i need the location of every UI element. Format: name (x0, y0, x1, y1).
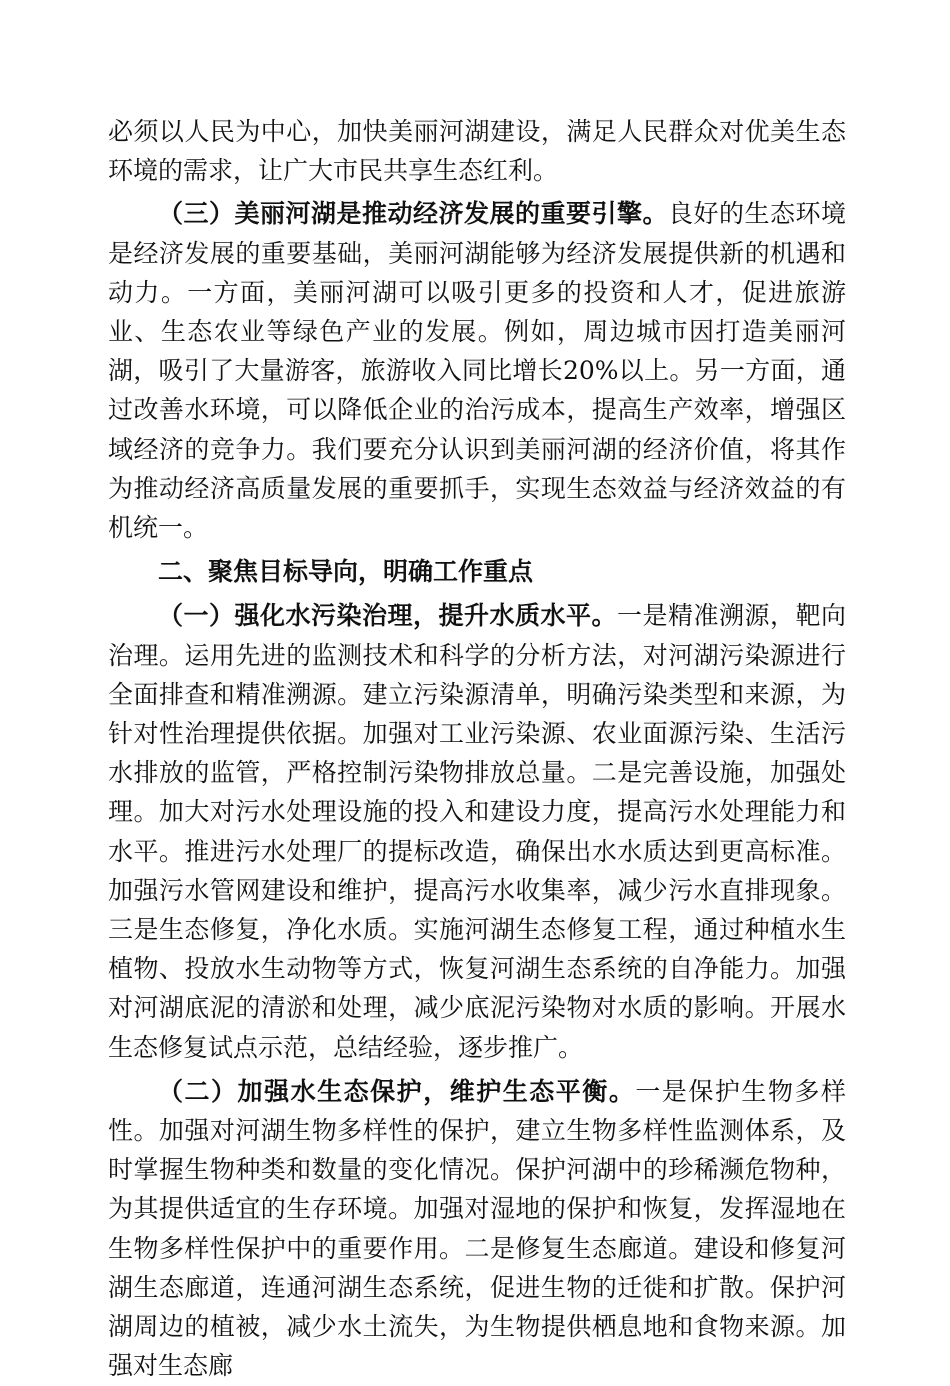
paragraph-ecology-protection (108, 1072, 846, 1386)
section-heading-2: 二、聚焦目标导向，明确工作重点 (158, 557, 534, 587)
section-lead-1: （一）强化水污染治理，提升水质水平。 (158, 601, 617, 631)
paragraph-continuation: 必须以人民为中心，加快美丽河湖建设，满足人民群众对优美生态环境的需求，让广大市民共享生态红利。 (108, 117, 846, 186)
paragraph-body: 良好的生态环境是经济发展的重要基础，美丽河湖能够为经济发展提供新的机遇和动力。一方面，美丽河湖可以吸引更多的投资和人才，促进旅游业、生态农业等绿色产业的发展。例如，周边城市因打造美丽河湖，吸引了大量游客，旅游收入同比增长20%以上。另一方面，通过改善水环境，可以降低企业的治污成本，提高生产效率，增强区域经济的竞争力。我们要充分认识到美丽河湖的经济价值，将其作为推动经济高质量发展的重要抓手，实现生态效益与经济效益的有机统一。 (108, 199, 846, 543)
document-page (108, 112, 846, 1386)
paragraph-body: 一是精准溯源，靶向治理。运用先进的监测技术和科学的分析方法，对河湖污染源进行全面排查和精准溯源。建立污染源清单，明确污染类型和来源，为针对性治理提供依据。加强对工业污染源、农业面源污染、生活污水排放的监管，严格控制污染物排放总量。二是完善设施，加强处理。加大对污水处理设施的投入和建设力度，提高污水处理能力和水平。推进污水处理厂的提标改造，确保出水水质达到更高标准。加强污水管网建设和维护，提高污水收集率，减少污水直排现象。三是生态修复，净化水质。实施河湖生态修复工程，通过种植水生植物、投放水生动物等方式，恢复河湖生态系统的自净能力。加强对河湖底泥的清淤和处理，减少底泥污染物对水质的影响。开展水生态修复试点示范，总结经验，逐步推广。 (108, 601, 846, 1062)
paragraph-body: 一是保护生物多样性。加强对河湖生物多样性的保护，建立生物多样性监测体系，及时掌握生物种类和数量的变化情况。保护河湖中的珍稀濒危物种，为其提供适宜的生存环境。加强对湿地的保护和恢复，发挥湿地在生物多样性保护中的重要作用。二是修复生态廊道。建设和修复河湖生态廊道，连通河湖生态系统，促进生物的迁徙和扩散。保护河湖周边的植被，减少水土流失，为生物提供栖息地和食物来源。加强对生态廊 (108, 1076, 846, 1381)
paragraph-economic-engine (108, 194, 846, 547)
section-lead-2: （二）加强水生态保护，维护生态平衡。 (158, 1076, 636, 1106)
section-lead-3: （三）美丽河湖是推动经济发展的重要引擎。 (158, 199, 668, 229)
paragraph-water-pollution (108, 596, 846, 1066)
